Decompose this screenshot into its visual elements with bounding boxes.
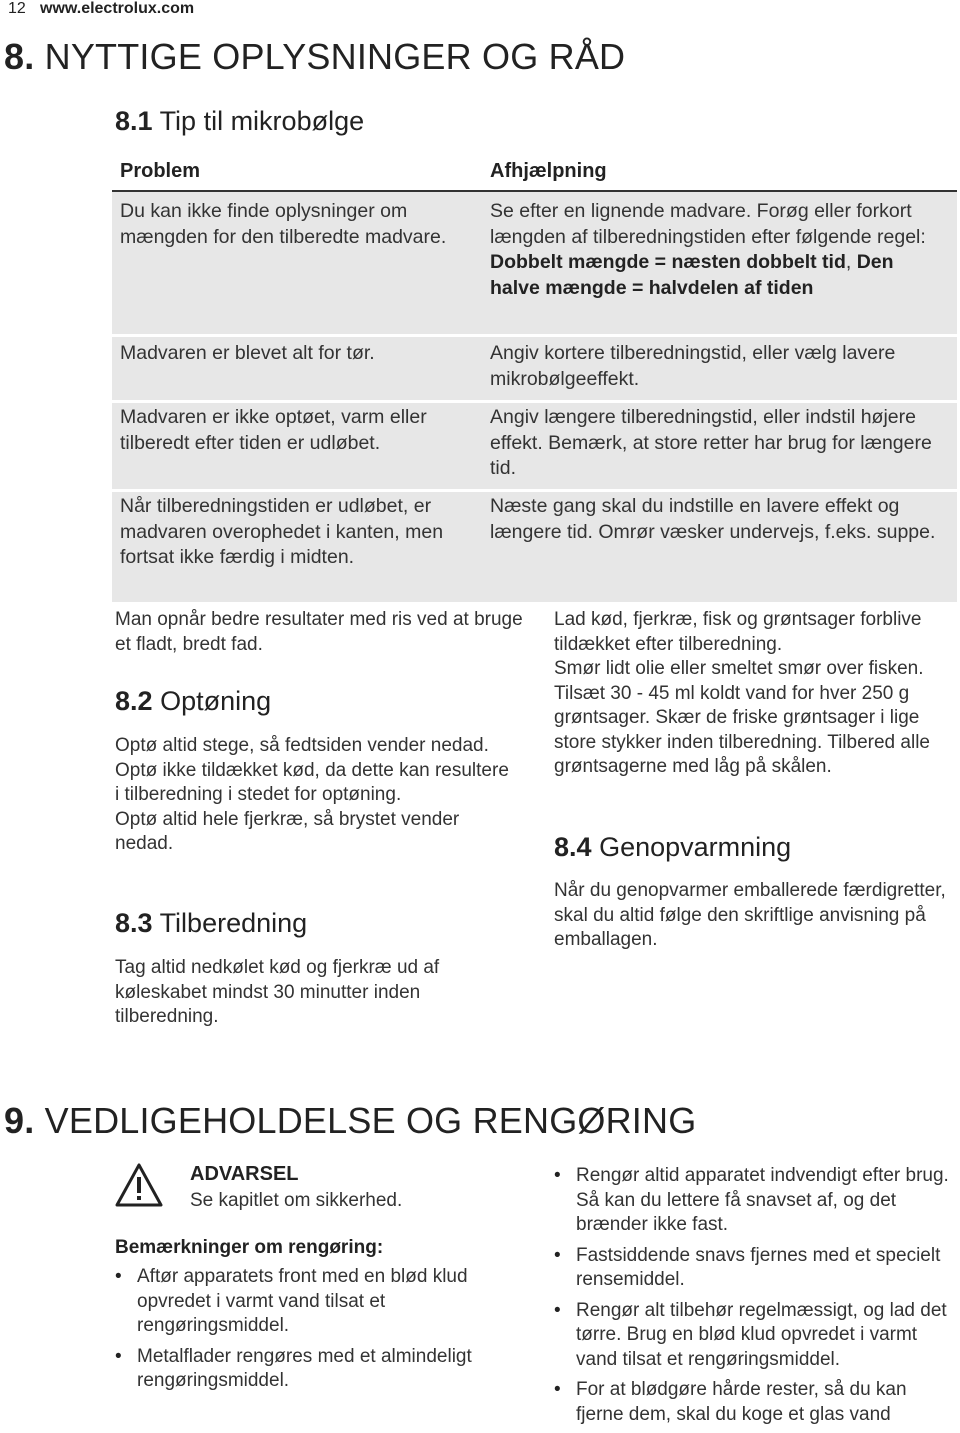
cover-food-text: Lad kød, fjerkræ, fisk og grøntsager forblive tildækket efter tilberedning. Smør lidt olie eller smeltet smør over fisken. Tilsæt 30 - 45 ml koldt vand for hver 250 g grøntsager. Skær de friske grøntsager i lige store stykker inden tilberedning. Tilbered alle grøntsagerne med låg på skålen.: [554, 609, 930, 777]
warning-icon: [114, 1162, 164, 1208]
page-number: 12: [8, 0, 26, 17]
table-row: [112, 337, 957, 403]
remedy-text: Se efter en lignende madvare. Forøg eller forkort længden af tilberedningstiden efter følgende regel:: [490, 200, 926, 248]
subsection-8-4-heading: [554, 832, 791, 863]
remedy-separator: ,: [845, 251, 857, 273]
table-row: [112, 403, 957, 492]
list-item: • Rengør altid apparatet indvendigt efter brug. Så kan du lettere få snavset af, og det brænder ikke fast.: [554, 1164, 959, 1238]
subsection-8-1-number: 8.1: [115, 106, 153, 136]
section-9-number: 9.: [4, 1100, 35, 1141]
remedy-rule-1: Dobbelt mængde = næsten dobbelt tid: [490, 251, 846, 273]
remedy-cell: Angiv længere tilberedningstid, eller indstil højere effekt. Bemærk, at store retter har brug for længere tid.: [490, 406, 932, 479]
cleaning-notes-title: Bemærkninger om rengøring:: [115, 1237, 384, 1258]
rice-tip-text: Man opnår bedre resultater med ris ved at bruge et fladt, bredt fad.: [115, 609, 523, 655]
subsection-8-4-number: 8.4: [554, 832, 592, 862]
problem-cell: Når tilberedningstiden er udløbet, er madvaren overophedet i kanten, men fortsat ikke færdig i midten.: [120, 495, 444, 568]
warning-text: Se kapitlet om sikkerhed.: [190, 1190, 403, 1211]
problem-cell: Madvaren er blevet alt for tør.: [120, 342, 375, 364]
list-item: • For at blødgøre hårde rester, så du kan fjerne dem, skal du koge et glas vand: [554, 1378, 959, 1427]
defrosting-text: Optø altid stege, så fedtsiden vender nedad. Optø ikke tildækket kød, da dette kan resultere i tilberedning i stedet for optøning. Optø altid hele fjerkræ, så brystet vender nedad.: [115, 735, 509, 854]
table-header: [112, 153, 957, 192]
column-header-problem: Problem: [120, 160, 201, 182]
subsection-8-3-number: 8.3: [115, 908, 153, 938]
subsection-8-2-heading: [115, 686, 271, 717]
website-url: www.electrolux.com: [40, 0, 195, 17]
reheating-text: Når du genopvarmer emballerede færdigretter, skal du altid følge den skriftlige anvisning på emballagen.: [554, 880, 946, 950]
section-8-heading: [4, 36, 625, 78]
problem-cell: Du kan ikke finde oplysninger om mængden for den tilberedte madvare.: [120, 200, 447, 248]
cooking-text: Tag altid nedkølet kød og fjerkræ ud af køleskabet mindst 30 minutter inden tilberedning.: [115, 957, 440, 1027]
list-item: • Aftør apparatets front med en blød klud opvredet i varmt vand tilsat et rengøringsmiddel.: [115, 1265, 525, 1339]
subsection-8-3-heading: [115, 908, 307, 939]
remedy-cell: Næste gang skal du indstille en lavere effekt og længere tid. Omrør væsker undervejs, f.eks. suppe.: [490, 495, 936, 543]
remedy-cell: Angiv kortere tilberedningstid, eller vælg lavere mikrobølgeeffekt.: [490, 342, 896, 390]
section-9-title: VEDLIGEHOLDELSE OG RENGØRING: [44, 1100, 697, 1141]
subsection-8-1-heading: [115, 106, 364, 137]
list-item: • Metalflader rengøres med et almindeligt rengøringsmiddel.: [115, 1345, 525, 1394]
section-8-number: 8.: [4, 36, 35, 77]
table-row: [112, 192, 957, 337]
subsection-8-2-title: Optøning: [160, 686, 272, 716]
column-header-remedy: Afhjælpning: [490, 160, 607, 182]
table-row: [112, 492, 957, 605]
subsection-8-2-number: 8.2: [115, 686, 153, 716]
left-cleaning-list: [115, 1265, 525, 1400]
remedy-cell: [490, 199, 945, 301]
right-cleaning-list: [554, 1164, 959, 1433]
list-item: • Fastsiddende snavs fjernes med et specielt rensemiddel.: [554, 1244, 959, 1293]
section-8-title: NYTTIGE OPLYSNINGER OG RÅD: [44, 36, 626, 77]
subsection-8-4-title: Genopvarmning: [599, 832, 792, 862]
list-item: • Rengør alt tilbehør regelmæssigt, og lad det tørre. Brug en blød klud opvredet i varmt vand tilsat et rengøringsmiddel.: [554, 1299, 959, 1373]
subsection-8-3-title: Tilberedning: [159, 908, 308, 938]
problem-cell: Madvaren er ikke optøet, varm eller tilberedt efter tiden er udløbet.: [120, 406, 427, 454]
warning-title: ADVARSEL: [190, 1163, 299, 1185]
subsection-8-1-title: Tip til mikrobølge: [159, 106, 365, 136]
section-9-heading: [4, 1100, 696, 1142]
remedy-rule-2: Den halve mængde = halvdelen af tiden: [490, 251, 894, 299]
